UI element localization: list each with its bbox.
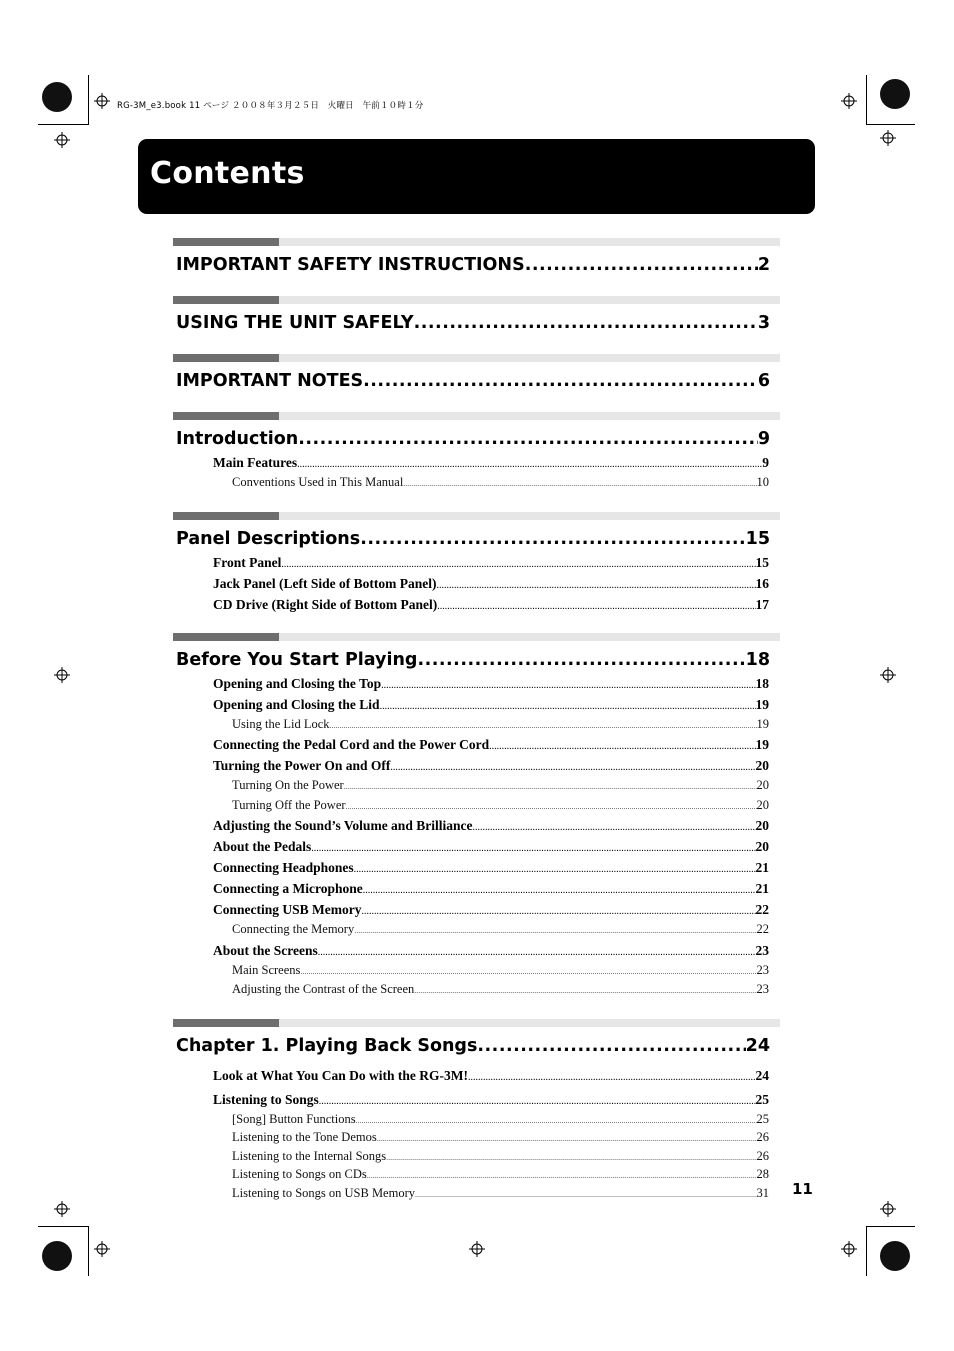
page-title: Contents: [150, 156, 305, 191]
toc-subentry[interactable]: [232, 1110, 769, 1129]
section-title: Before You Start Playing: [176, 649, 418, 670]
entry-page-number: 23: [755, 942, 769, 958]
entry-page-number: 21: [755, 860, 769, 875]
section-title: IMPORTANT SAFETY INSTRUCTIONS: [176, 255, 525, 275]
dot-leader: [525, 252, 758, 278]
dot-leader: [477, 1033, 745, 1059]
toc-subentry[interactable]: [232, 776, 769, 796]
section-heading[interactable]: [176, 1033, 770, 1059]
dot-leader: [468, 1067, 755, 1086]
registration-target-bottom-right: [880, 1241, 910, 1271]
entry-page-number: 20: [755, 758, 769, 773]
dot-leader: [346, 797, 757, 816]
toc-subentry[interactable]: [232, 473, 769, 493]
crosshair-icon: [880, 667, 896, 683]
entry-title: Connecting the Pedal Cord and the Power Cord: [213, 737, 490, 752]
title-banner: [138, 139, 815, 214]
dot-leader: [489, 736, 755, 755]
dot-leader: [362, 901, 756, 920]
toc-entry[interactable]: [213, 815, 769, 836]
section-title: Introduction: [176, 429, 299, 449]
entry-page-number: 22: [755, 902, 769, 917]
dot-leader: [367, 1167, 757, 1184]
dot-leader: [390, 757, 755, 776]
entry-title: Listening to Songs: [213, 1091, 319, 1107]
section-heading[interactable]: [176, 647, 770, 673]
entry-page-number: 26: [756, 1130, 769, 1144]
entry-title: Opening and Closing the Lid: [213, 696, 380, 712]
entry-page-number: 25: [755, 1091, 769, 1107]
entry-page-number: 9: [762, 455, 769, 470]
dot-leader: [403, 474, 756, 493]
section-divider: [173, 296, 780, 304]
entry-title: [Song] Button Functions: [232, 1111, 356, 1126]
entry-title: Listening to Songs on USB Memory: [232, 1185, 415, 1200]
entry-list: [173, 552, 780, 615]
toc-entry[interactable]: [213, 734, 769, 755]
toc-entry[interactable]: [213, 694, 769, 715]
entry-title: Connecting the Memory: [232, 922, 355, 936]
toc-section: [173, 238, 780, 278]
dot-leader: [381, 675, 755, 694]
crosshair-icon: [54, 1201, 70, 1217]
toc-entry[interactable]: [213, 452, 769, 473]
entry-title: Turning Off the Power: [232, 797, 346, 812]
toc-entry[interactable]: [213, 878, 769, 899]
entry-title: Main Screens: [232, 962, 301, 977]
toc-subentry[interactable]: [232, 961, 769, 981]
crosshair-icon: [880, 130, 896, 146]
entry-page-number: 10: [756, 475, 769, 489]
toc-entry[interactable]: [213, 1065, 769, 1086]
crosshair-icon: [94, 1241, 110, 1257]
entry-title: Connecting Headphones: [213, 860, 354, 875]
registration-target-top-left: [42, 82, 72, 112]
section-title: Chapter 1. Playing Back Songs: [176, 1035, 478, 1056]
toc-subentry[interactable]: [232, 1128, 769, 1147]
entry-page-number: 17: [755, 596, 769, 612]
print-header: RG-3M_e3.book 11 ページ ２００８年３月２５日 火曜日 午前１０時１分: [117, 101, 424, 111]
entry-page-number: 19: [755, 737, 769, 752]
toc-subentry[interactable]: [232, 796, 769, 816]
crosshair-icon: [94, 93, 110, 109]
dot-leader: [354, 859, 756, 878]
toc-subentry[interactable]: [232, 1184, 769, 1203]
entry-title: Front Panel: [213, 554, 282, 570]
dot-leader: [360, 526, 745, 552]
section-title: IMPORTANT NOTES: [176, 371, 364, 391]
dot-leader: [414, 981, 756, 1000]
entry-page-number: 23: [756, 982, 769, 996]
entry-title: About the Pedals: [213, 839, 312, 854]
entry-title: Connecting USB Memory: [213, 902, 362, 917]
crosshair-icon: [54, 667, 70, 683]
table-of-contents: [173, 238, 780, 1202]
entry-page-number: 18: [755, 675, 769, 691]
section-title: Panel Descriptions: [176, 528, 361, 549]
dot-leader: [297, 454, 762, 473]
entry-page-number: 20: [755, 839, 769, 854]
dot-leader: [344, 777, 757, 796]
dot-leader: [311, 838, 755, 857]
dot-leader: [281, 554, 755, 573]
toc-section: [173, 354, 780, 394]
dot-leader: [436, 575, 755, 594]
registration-target-top-right: [880, 79, 910, 109]
toc-entry[interactable]: [213, 755, 769, 776]
dot-leader: [300, 962, 756, 981]
entry-title: Listening to the Internal Songs: [232, 1148, 387, 1163]
registration-target-bottom-left: [42, 1241, 72, 1271]
section-divider: [173, 412, 780, 420]
entry-title: Listening to Songs on CDs: [232, 1167, 367, 1181]
dot-leader: [386, 1149, 756, 1166]
entry-title: Turning On the Power: [232, 778, 344, 792]
toc-section: [173, 1019, 780, 1203]
dot-leader: [330, 716, 757, 735]
toc-entry[interactable]: [213, 594, 769, 615]
dot-leader: [318, 942, 756, 961]
crosshair-icon: [841, 1241, 857, 1257]
entry-title: Turning the Power On and Off: [213, 758, 391, 773]
toc-subentry[interactable]: [232, 980, 769, 1000]
crosshair-icon: [841, 93, 857, 109]
toc-section: [173, 412, 780, 493]
entry-title: Main Features: [213, 455, 298, 470]
toc-section: [173, 512, 780, 615]
section-heading[interactable]: [176, 526, 770, 552]
entry-title: Adjusting the Sound’s Volume and Brilliance: [213, 818, 473, 833]
entry-title: About the Screens: [213, 942, 318, 958]
entry-title: Jack Panel (Left Side of Bottom Panel): [213, 575, 437, 591]
toc-subentry[interactable]: [232, 1165, 769, 1184]
dot-leader: [377, 1130, 757, 1147]
dot-leader: [417, 647, 745, 673]
entry-page-number: 20: [755, 818, 769, 833]
entry-page-number: 25: [756, 1111, 769, 1126]
entry-title: CD Drive (Right Side of Bottom Panel): [213, 596, 438, 612]
section-page-number: 6: [757, 371, 770, 391]
section-divider: [173, 238, 780, 246]
page-number: 11: [792, 1180, 813, 1198]
dot-leader: [414, 310, 758, 336]
section-divider: [173, 354, 780, 362]
toc-entry[interactable]: [213, 899, 769, 920]
section-divider: [173, 1019, 780, 1027]
toc-entry[interactable]: [213, 573, 769, 594]
entry-title: Listening to the Tone Demos: [232, 1130, 377, 1144]
crosshair-icon: [880, 1201, 896, 1217]
toc-entry[interactable]: [213, 1089, 769, 1110]
entry-page-number: 19: [756, 716, 769, 731]
dot-leader: [380, 696, 756, 715]
dot-leader: [437, 596, 755, 615]
toc-entry[interactable]: [213, 857, 769, 878]
crosshair-icon: [54, 132, 70, 148]
section-page-number: 18: [745, 649, 770, 670]
dot-leader: [319, 1091, 756, 1110]
entry-page-number: 31: [756, 1185, 769, 1200]
entry-list: [173, 1065, 780, 1203]
toc-section: [173, 633, 780, 1000]
dot-leader: [363, 880, 756, 899]
section-heading[interactable]: [176, 426, 770, 452]
entry-page-number: 26: [756, 1148, 769, 1163]
crosshair-icon: [469, 1241, 485, 1257]
entry-page-number: 19: [755, 696, 769, 712]
entry-page-number: 23: [756, 962, 769, 977]
toc-entry[interactable]: [213, 836, 769, 857]
section-page-number: 9: [757, 429, 770, 449]
entry-page-number: 22: [756, 922, 769, 936]
toc-entry[interactable]: [213, 552, 769, 573]
entry-page-number: 16: [755, 575, 769, 591]
dot-leader: [472, 817, 755, 836]
section-title: USING THE UNIT SAFELY: [176, 313, 414, 333]
entry-page-number: 20: [756, 797, 769, 812]
entry-page-number: 21: [755, 881, 769, 896]
toc-subentry[interactable]: [232, 920, 769, 940]
entry-list: [173, 452, 780, 493]
entry-title: Connecting a Microphone: [213, 881, 363, 896]
entry-page-number: 15: [755, 554, 769, 570]
dot-leader: [415, 1186, 757, 1203]
section-page-number: 24: [745, 1035, 770, 1056]
toc-section: [173, 296, 780, 336]
section-heading[interactable]: [176, 368, 770, 394]
section-heading[interactable]: [176, 310, 770, 336]
section-page-number: 15: [745, 528, 770, 549]
toc-entry[interactable]: [213, 940, 769, 961]
section-page-number: 3: [757, 313, 770, 333]
toc-subentry[interactable]: [232, 1147, 769, 1166]
toc-entry[interactable]: [213, 673, 769, 694]
entry-title: Using the Lid Lock: [232, 716, 330, 731]
dot-leader: [363, 368, 758, 394]
section-divider: [173, 512, 780, 520]
entry-list: [173, 673, 780, 1000]
entry-title: Look at What You Can Do with the RG-3M!: [213, 1067, 469, 1083]
section-page-number: 2: [757, 255, 770, 275]
entry-title: Opening and Closing the Top: [213, 675, 382, 691]
entry-page-number: 28: [756, 1167, 769, 1181]
dot-leader: [356, 1112, 757, 1129]
toc-subentry[interactable]: [232, 715, 769, 735]
entry-page-number: 24: [755, 1067, 769, 1083]
dot-leader: [298, 426, 758, 452]
section-divider: [173, 633, 780, 641]
entry-page-number: 20: [756, 778, 769, 792]
entry-title: Adjusting the Contrast of the Screen: [232, 982, 415, 996]
section-heading[interactable]: [176, 252, 770, 278]
entry-title: Conventions Used in This Manual: [232, 475, 404, 489]
dot-leader: [354, 921, 756, 940]
